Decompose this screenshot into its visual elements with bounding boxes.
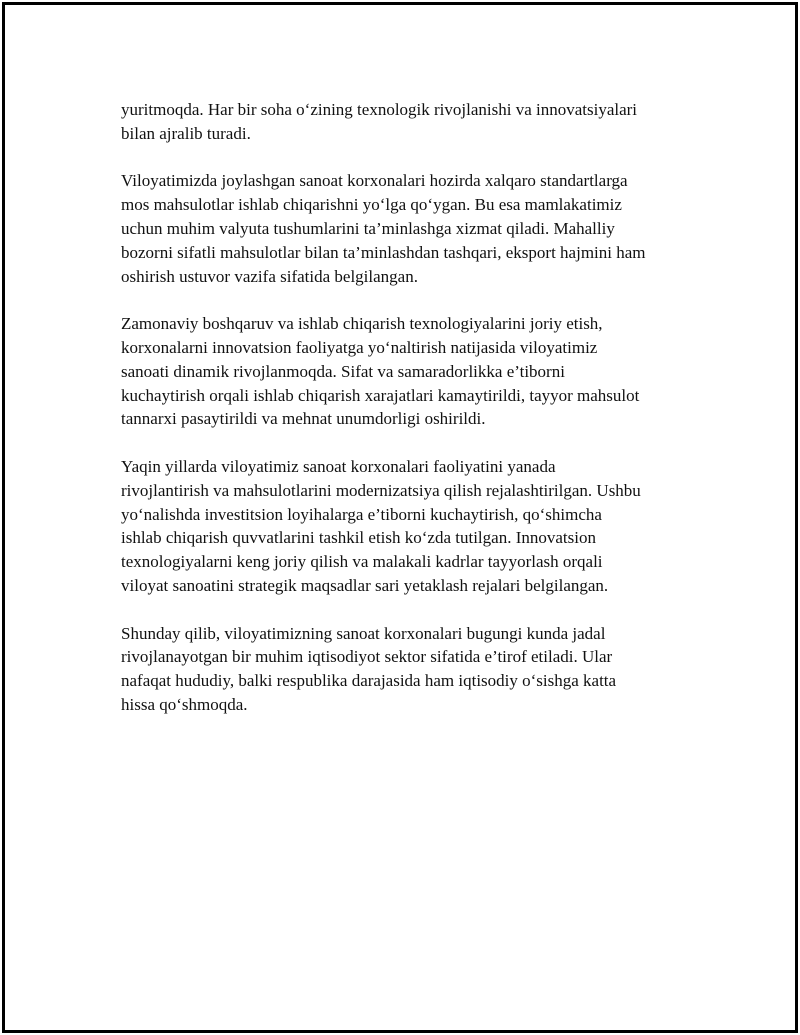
text-line: Yaqin yillarda viloyatimiz sanoat korxonalari faoliyatini yanada — [121, 456, 556, 476]
text-line: rivojlantirish va mahsulotlarini modernizatsiya qilish rejalashtirilgan. Ushbu — [121, 480, 641, 500]
paragraph-3 — [121, 312, 701, 431]
text-line: bilan ajralib turadi. — [121, 123, 251, 143]
text-line: hissa qo‘shmoqda. — [121, 694, 248, 714]
text-line: rivojlanayotgan bir muhim iqtisodiyot sektor sifatida e’tirof etiladi. Ular — [121, 647, 613, 667]
text-line: texnologiyalarni keng joriy qilish va malakali kadrlar tayyorlash orqali — [121, 552, 603, 572]
text-line: yuritmoqda. Har bir soha o‘zining texnologik rivojlanishi va innovatsiyalari — [121, 100, 638, 119]
text-line: kuchaytirish orqali ishlab chiqarish xarajatlari kamaytirildi, tayyor mahsulot — [121, 385, 640, 405]
document-body — [121, 98, 701, 741]
text-line: Shunday qilib, viloyatimizning sanoat korxonalari bugungi kunda jadal — [121, 623, 606, 643]
text-line: uchun muhim valyuta tushumlarini ta’minlashga xizmat qiladi. Mahalliy — [121, 218, 615, 238]
paragraph-4 — [121, 455, 701, 598]
page-frame — [2, 2, 798, 1033]
text-line: bozorni sifatli mahsulotlar bilan ta’minlashdan tashqari, eksport hajmini ham — [121, 242, 646, 262]
text-line: tannarxi pasaytirildi va mehnat unumdorligi oshirildi. — [121, 409, 486, 429]
paragraph-5 — [121, 622, 701, 717]
text-line: Zamonaviy boshqaruv va ishlab chiqarish texnologiyalarini joriy etish, — [121, 314, 603, 334]
text-line: ishlab chiqarish quvvatlarini tashkil etish ko‘zda tutilgan. Innovatsion — [121, 528, 596, 548]
text-line: mos mahsulotlar ishlab chiqarishni yo‘lga qo‘ygan. Bu esa mamlakatimiz — [121, 195, 622, 215]
text-line: korxonalarni innovatsion faoliyatga yo‘naltirish natijasida viloyatimiz — [121, 337, 598, 357]
paragraph-1 — [121, 98, 701, 146]
text-line: viloyat sanoatini strategik maqsadlar sari yetaklash rejalari belgilangan. — [121, 575, 609, 595]
text-line: sanoati dinamik rivojlanmoqda. Sifat va samaradorlikka e’tiborni — [121, 361, 565, 381]
text-line: yo‘nalishda investitsion loyihalarga e’tiborni kuchaytirish, qo‘shimcha — [121, 504, 602, 524]
text-line: Viloyatimizda joylashgan sanoat korxonalari hozirda xalqaro standartlarga — [121, 171, 628, 191]
text-line: nafaqat hududiy, balki respublika darajasida ham iqtisodiy o‘sishga katta — [121, 671, 617, 691]
text-line: oshirish ustuvor vazifa sifatida belgilangan. — [121, 266, 418, 286]
paragraph-2 — [121, 169, 701, 288]
